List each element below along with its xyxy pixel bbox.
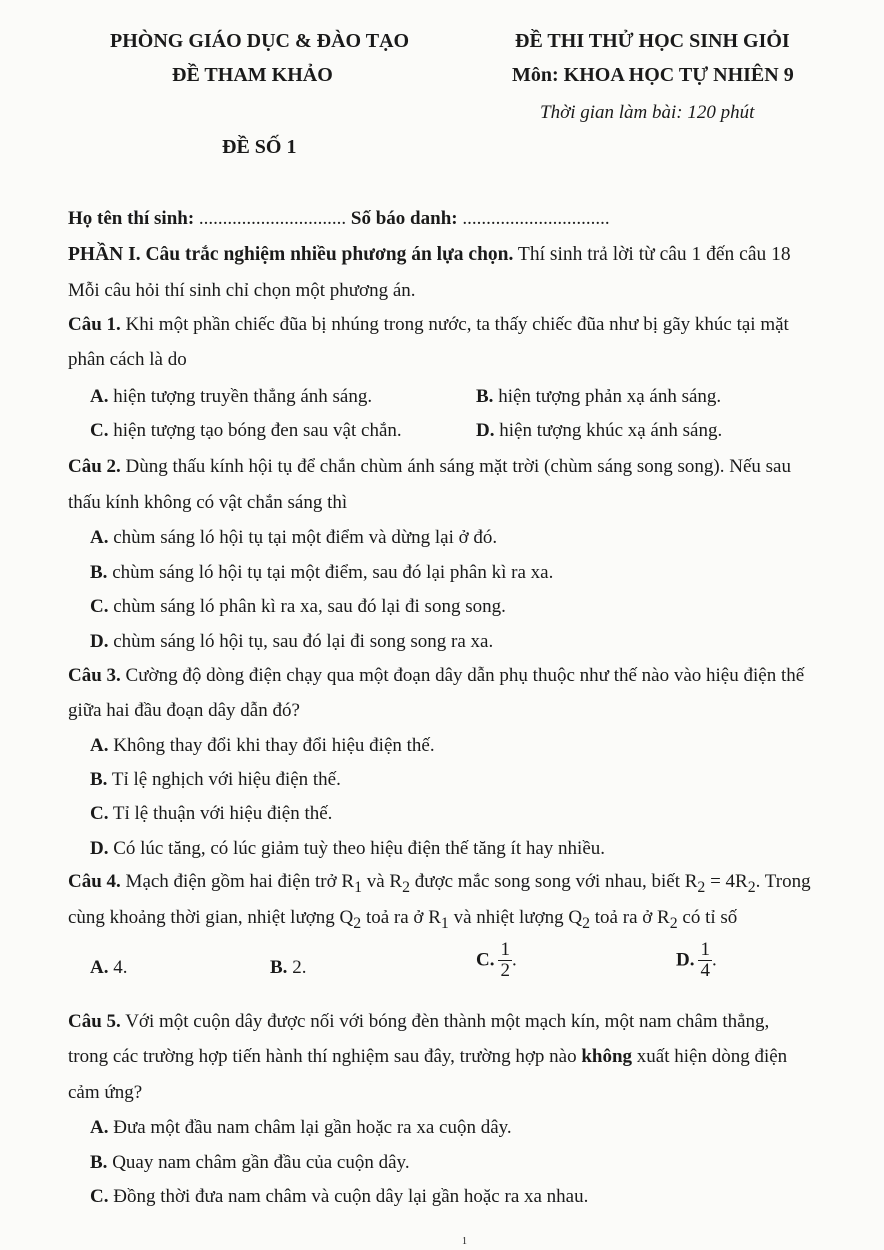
option-text: Quay nam châm gần đầu của cuộn dây. xyxy=(107,1152,410,1173)
question-5-option-b xyxy=(90,1152,410,1174)
part1-instruction-2: Mỗi câu hỏi thí sinh chỉ chọn một phương án. xyxy=(68,280,416,301)
question-5-emphasis: không xyxy=(581,1046,633,1067)
question-4-option-d xyxy=(676,940,717,981)
question-3-option-a xyxy=(90,735,435,757)
reference-label: ĐỀ THAM KHẢO xyxy=(172,64,333,86)
question-5-text: xuất hiện dòng điện xyxy=(632,1046,788,1067)
option-letter: A. xyxy=(90,386,109,407)
question-3-text: Cường độ dòng điện chạy qua một đoạn dây dẫn phụ thuộc như thế nào vào hiệu điện thế xyxy=(120,665,805,686)
subscript: 2 xyxy=(669,914,678,932)
option-letter: A. xyxy=(90,957,109,978)
subscript: 1 xyxy=(354,878,362,896)
fraction xyxy=(498,940,512,981)
question-2-option-c xyxy=(90,596,506,618)
question-4-label: Câu 4. xyxy=(68,871,121,892)
option-text: hiện tượng truyền thẳng ánh sáng. xyxy=(108,386,373,407)
option-letter: C. xyxy=(90,803,109,824)
question-2-option-d xyxy=(90,631,493,653)
question-5-text: trong các trường hợp tiến hành thí nghiệm sau đây, trường hợp nào xyxy=(68,1046,582,1067)
option-text: chùm sáng ló hội tụ tại một điểm, sau đó lại phân kì ra xa. xyxy=(107,562,554,583)
option-text: Có lúc tăng, có lúc giảm tuỳ theo hiệu điện thế tăng ít hay nhiều. xyxy=(108,838,606,859)
question-4-text: và nhiệt lượng Q xyxy=(448,907,583,928)
option-text: Không thay đổi khi thay đổi hiệu điện thế. xyxy=(108,735,435,756)
question-2-text: Dùng thấu kính hội tụ để chắn chùm ánh sáng mặt trời (chùm sáng song song). Nếu sau xyxy=(120,456,791,477)
question-4-text: cùng khoảng thời gian, nhiệt lượng Q xyxy=(68,907,354,928)
option-tail: . xyxy=(511,949,517,971)
option-letter: C. xyxy=(476,949,495,971)
subject-line: Môn: KHOA HỌC TỰ NHIÊN 9 xyxy=(512,64,794,86)
option-letter: D. xyxy=(676,949,695,971)
part1-heading xyxy=(68,244,791,266)
option-letter: B. xyxy=(476,386,494,407)
question-5-option-a xyxy=(90,1117,512,1139)
question-5-label: Câu 5. xyxy=(68,1011,121,1032)
option-letter: B. xyxy=(90,1152,108,1173)
question-5-line-1 xyxy=(68,1011,769,1033)
question-1-option-c xyxy=(90,420,402,442)
page-number: 1 xyxy=(462,1236,467,1247)
option-letter: B. xyxy=(90,562,108,583)
question-1-line-2: phân cách là do xyxy=(68,349,187,370)
question-3-line-2: giữa hai đầu đoạn dây dẫn đó? xyxy=(68,700,300,721)
option-letter: A. xyxy=(90,527,109,548)
question-4-option-a xyxy=(90,957,127,979)
question-4-text: toả ra ở R xyxy=(590,907,670,928)
option-letter: D. xyxy=(476,420,495,441)
question-4-line-1 xyxy=(68,871,811,897)
option-letter: A. xyxy=(90,735,109,756)
option-letter: C. xyxy=(90,596,109,617)
question-1-label: Câu 1. xyxy=(68,314,121,335)
subscript: 2 xyxy=(353,914,362,932)
part1-instruction-1: Thí sinh trả lời từ câu 1 đến câu 18 xyxy=(513,244,791,265)
question-5-text: Với một cuộn dây được nối với bóng đèn thành một mạch kín, một nam châm thẳng, xyxy=(120,1011,770,1032)
exam-number: ĐỀ SỐ 1 xyxy=(222,136,297,158)
question-4-text: và R xyxy=(361,871,403,892)
time-limit: Thời gian làm bài: 120 phút xyxy=(540,102,755,123)
question-5-line-2 xyxy=(68,1046,787,1068)
option-text: Đồng thời đưa nam châm và cuộn dây lại gần hoặc ra xa nhau. xyxy=(108,1186,589,1207)
id-dots: ............................... xyxy=(462,208,610,229)
question-4-text: = 4R xyxy=(705,871,748,892)
option-letter: B. xyxy=(90,769,108,790)
subscript: 2 xyxy=(697,878,706,896)
subscript: 2 xyxy=(582,914,591,932)
question-1-option-b xyxy=(476,386,721,408)
option-letter: C. xyxy=(90,420,109,441)
option-tail: . xyxy=(711,949,717,971)
question-4-text: toả ra ở R xyxy=(361,907,441,928)
question-4-option-b xyxy=(270,957,306,979)
option-letter: A. xyxy=(90,1117,109,1138)
department-name: PHÒNG GIÁO DỤC & ĐÀO TẠO xyxy=(110,30,410,52)
name-label: Họ tên thí sinh: xyxy=(68,208,195,229)
option-text: Đưa một đầu nam châm lại gần hoặc ra xa cuộn dây. xyxy=(108,1117,512,1138)
question-3-option-d xyxy=(90,838,605,860)
option-letter: B. xyxy=(270,957,288,978)
question-5-line-3: cảm ứng? xyxy=(68,1082,143,1103)
exam-title: ĐỀ THI THỬ HỌC SINH GIỎI xyxy=(515,30,790,52)
option-text: Tỉ lệ nghịch với hiệu điện thế. xyxy=(107,769,341,790)
question-2-option-b xyxy=(90,562,553,584)
option-text: 2. xyxy=(287,957,307,978)
question-1-option-a xyxy=(90,386,372,408)
option-text: hiện tượng phản xạ ánh sáng. xyxy=(493,386,722,407)
fraction-denominator: 2 xyxy=(500,959,510,981)
option-letter: C. xyxy=(90,1186,109,1207)
question-1-option-d xyxy=(476,420,722,442)
question-4-text: có tỉ số xyxy=(677,907,738,928)
fraction-numerator: 1 xyxy=(500,939,510,960)
question-4-line-2 xyxy=(68,907,737,933)
question-4-text: . Trong xyxy=(755,871,811,892)
subscript: 1 xyxy=(440,914,449,932)
question-2-label: Câu 2. xyxy=(68,456,121,477)
fraction-denominator: 4 xyxy=(700,959,710,981)
question-4-text: được mắc song song với nhau, biết R xyxy=(410,871,698,892)
fraction-numerator: 1 xyxy=(700,939,710,960)
subscript: 2 xyxy=(402,878,411,896)
part1-title: PHẦN I. Câu trắc nghiệm nhiều phương án lựa chọn. xyxy=(68,244,514,265)
option-letter: D. xyxy=(90,838,109,859)
subscript: 2 xyxy=(747,878,756,896)
option-text: Tỉ lệ thuận với hiệu điện thế. xyxy=(108,803,333,824)
question-1-text: Khi một phần chiếc đũa bị nhúng trong nước, ta thấy chiếc đũa như bị gãy khúc tại mặt xyxy=(120,314,789,335)
question-3-option-c xyxy=(90,803,332,825)
question-4-option-c xyxy=(476,940,517,981)
question-3-label: Câu 3. xyxy=(68,665,121,686)
option-text: chùm sáng ló hội tụ tại một điểm và dừng lại ở đó. xyxy=(108,527,498,548)
question-2-line-2: thấu kính không có vật chắn sáng thì xyxy=(68,492,348,513)
option-text: 4. xyxy=(108,957,128,978)
option-text: hiện tượng khúc xạ ánh sáng. xyxy=(494,420,723,441)
question-3-line-1 xyxy=(68,665,804,687)
id-label: Số báo danh: xyxy=(350,208,458,229)
option-letter: D. xyxy=(90,631,109,652)
option-text: chùm sáng ló hội tụ, sau đó lại đi song song ra xa. xyxy=(108,631,494,652)
student-info xyxy=(68,208,610,230)
question-5-option-c xyxy=(90,1186,588,1208)
fraction xyxy=(698,940,712,981)
question-2-line-1 xyxy=(68,456,791,478)
question-4-text: Mạch điện gồm hai điện trở R xyxy=(120,871,355,892)
question-2-option-a xyxy=(90,527,497,549)
question-1-line-1 xyxy=(68,314,789,336)
option-text: hiện tượng tạo bóng đen sau vật chắn. xyxy=(108,420,402,441)
question-3-option-b xyxy=(90,769,341,791)
name-dots: ............................... xyxy=(198,208,347,229)
option-text: chùm sáng ló phân kì ra xa, sau đó lại đi song song. xyxy=(108,596,506,617)
